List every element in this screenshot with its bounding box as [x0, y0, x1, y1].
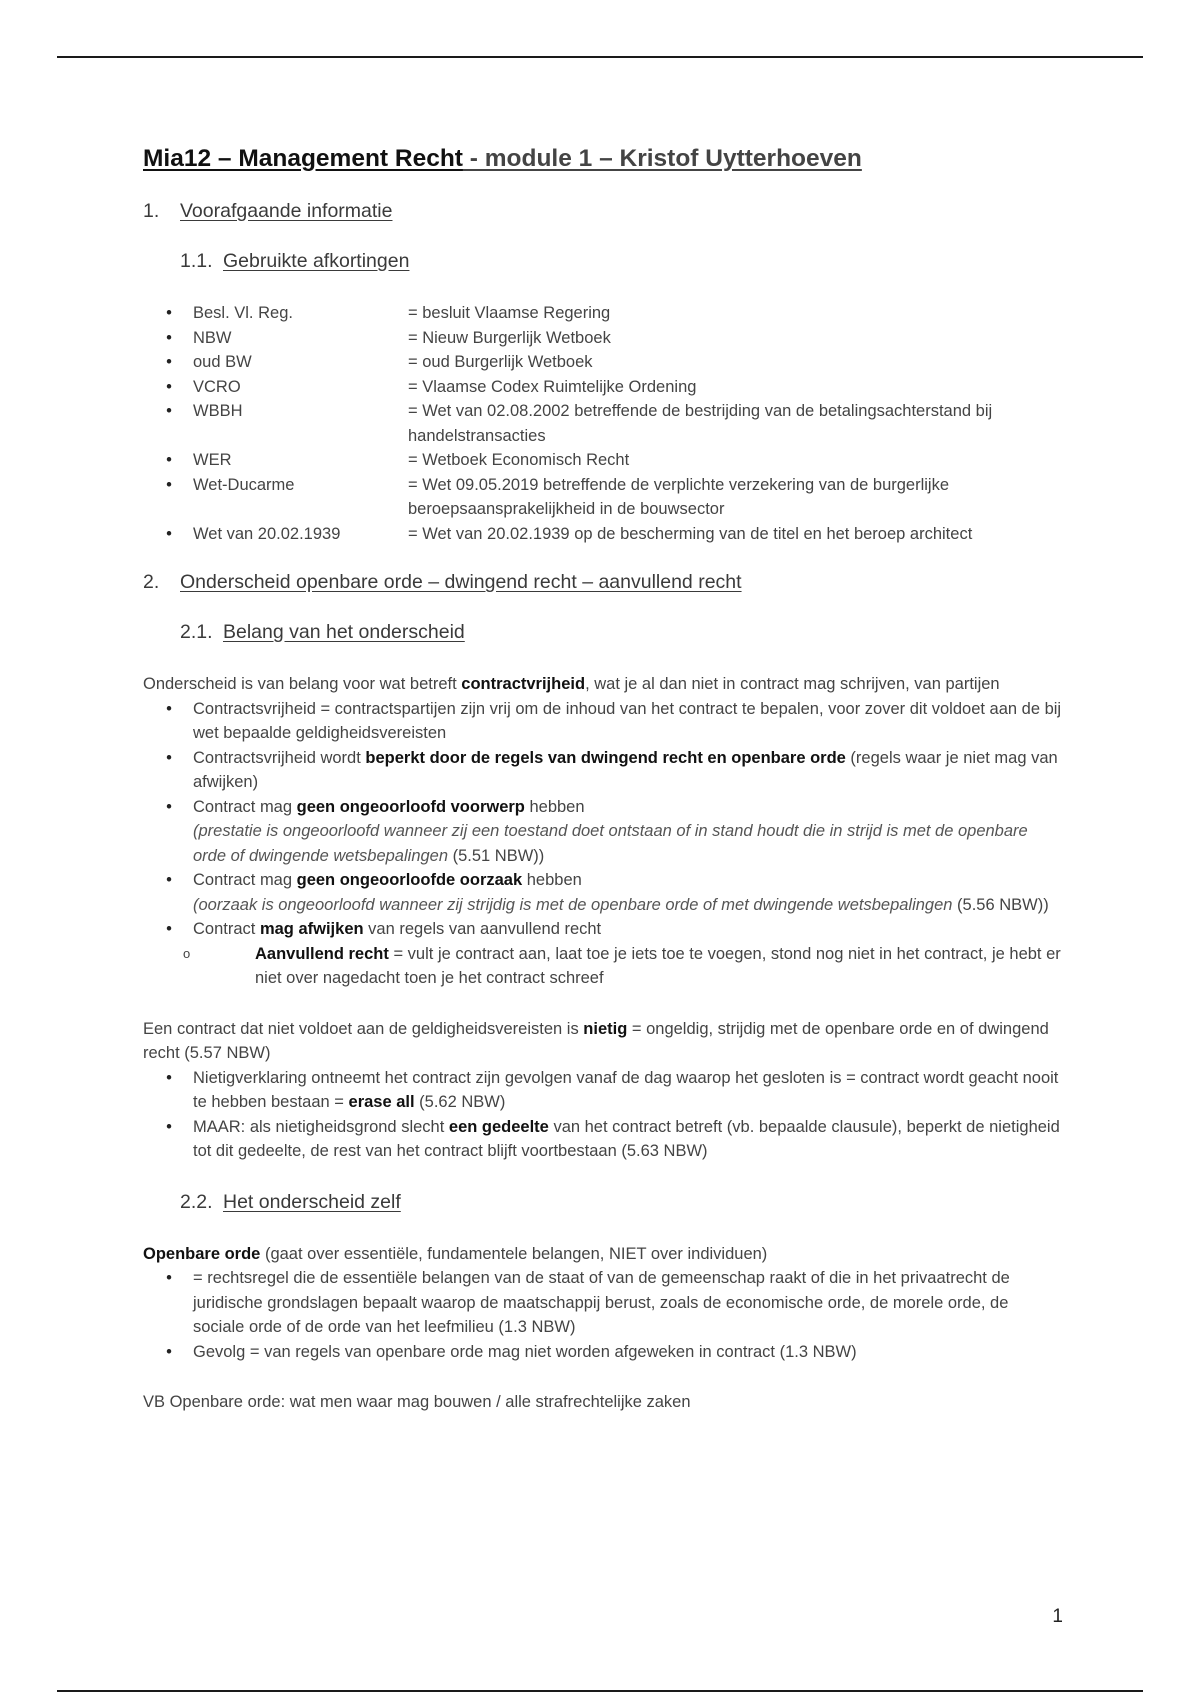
- abbreviation-item: • Wet-Ducarme = Wet 09.05.2019 betreffende de verplichte verzekering van de burgerlijke beroepsaansprakelijkheid in de bouwsector: [166, 475, 950, 518]
- section-1-heading: 1. Voorafgaande informatie: [143, 200, 393, 222]
- intro-paragraph: Onderscheid is van belang voor wat betreft contractvrijheid, wat je al dan niet in contract mag schrijven, van partijen: [143, 675, 1000, 693]
- sub-list: [143, 942, 1063, 991]
- abbreviation-list: [143, 301, 1063, 546]
- abbreviation-item: • Wet van 20.02.1939 = Wet van 20.02.1939 op de bescherming van de titel en het beroep architect: [166, 524, 973, 543]
- abbreviation-item: • NBW = Nieuw Burgerlijk Wetboek: [166, 328, 611, 347]
- nietig-list: [143, 1066, 1063, 1164]
- section-2-1-heading: 2.1. Belang van het onderscheid: [180, 621, 465, 643]
- document-title: Mia12 – Management Recht - module 1 – Kristof Uytterhoeven: [143, 145, 862, 172]
- list-item: • Nietigverklaring ontneemt het contract zijn gevolgen vanaf de dag waarop het gesloten is = contract wordt geacht nooit te hebben bestaan = erase all (5.62 NBW): [166, 1068, 1059, 1111]
- list-item: • Contract mag geen ongeoorloofde oorzaak hebben (oorzaak is ongeoorloofd wanneer zij strijdig is met de openbare orde of met dwingende wetsbepalingen (5.56 NBW)): [166, 871, 1049, 914]
- list-item: • Gevolg = van regels van openbare orde mag niet worden afgeweken in contract (1.3 NBW): [166, 1342, 857, 1361]
- list-item: • Contract mag afwijken van regels van aanvullend recht: [166, 920, 602, 938]
- page-number: 1: [1052, 1606, 1063, 1627]
- section-1-1-heading: 1.1. Gebruikte afkortingen: [180, 250, 410, 272]
- openbare-orde-list: [143, 1266, 1063, 1364]
- list-item: • Contract mag geen ongeoorloofd voorwerp hebben (prestatie is ongeoorloofd wanneer zij een toestand doet ontstaan of in stand houdt die in strijd is met de openbare orde of dwingende wetsbepalingen (5.51 NBW)): [166, 797, 1028, 865]
- nietig-paragraph: Een contract dat niet voldoet aan de geldigheidsvereisten is nietig = ongeldig, strijdig met de openbare orde en of dwingend recht (5.57 NBW): [143, 1019, 1049, 1062]
- list-item: • Contractsvrijheid = contractspartijen zijn vrij om de inhoud van het contract te bepalen, voor zover dit voldoet aan de bij wet bepaalde geldigheidsvereisten: [166, 699, 1062, 742]
- abbreviation-item: • oud BW = oud Burgerlijk Wetboek: [166, 353, 593, 371]
- document-body: [143, 143, 1063, 1415]
- header-rule: [57, 56, 1143, 58]
- abbreviation-item: • WBBH = Wet van 02.08.2002 betreffende de bestrijding van de betalingsachterstand bij handelstransacties: [166, 402, 993, 445]
- example-paragraph: VB Openbare orde: wat men waar mag bouwen / alle strafrechtelijke zaken: [143, 1393, 691, 1411]
- list-item: • Contractsvrijheid wordt beperkt door de regels van dwingend recht en openbare orde (regels waar je niet mag van afwijken): [166, 748, 1058, 791]
- sub-list-item: o Aanvullend recht = vult je contract aan, laat toe je iets toe te voegen, stond nog niet in het contract, je hebt er niet over nagedacht toen je het contract schreef: [183, 944, 1061, 987]
- abbreviation-item: • Besl. Vl. Reg. = besluit Vlaamse Regering: [166, 304, 611, 322]
- list-item: • = rechtsregel die de essentiële belangen van de staat of van de gemeenschap raakt of die in het privaatrecht de juridische grondslagen bepaalt waarop de maatschappij berust, zoals de economische orde, de morele orde, de sociale orde of de orde van het leefmilieu (1.3 NBW): [166, 1269, 1010, 1336]
- section-2-2-heading: 2.2. Het onderscheid zelf: [180, 1190, 401, 1213]
- abbreviation-item: • VCRO = Vlaamse Codex Ruimtelijke Ordening: [166, 377, 697, 396]
- openbare-orde-paragraph: Openbare orde (gaat over essentiële, fundamentele belangen, NIET over individuen): [143, 1244, 768, 1263]
- footer-rule: [57, 1690, 1143, 1692]
- abbreviation-item: • WER = Wetboek Economisch Recht: [166, 451, 630, 469]
- section-2-heading: 2. Onderscheid openbare orde – dwingend recht – aanvullend recht: [143, 571, 742, 593]
- list-item: • MAAR: als nietigheidsgrond slecht een gedeelte van het contract betreft (vb. bepaalde clausule), beperkt de nietigheid tot dit gedeelte, de rest van het contract blijft voortbestaan (5.63 NBW): [166, 1117, 1060, 1160]
- contract-freedom-list: [143, 697, 1063, 942]
